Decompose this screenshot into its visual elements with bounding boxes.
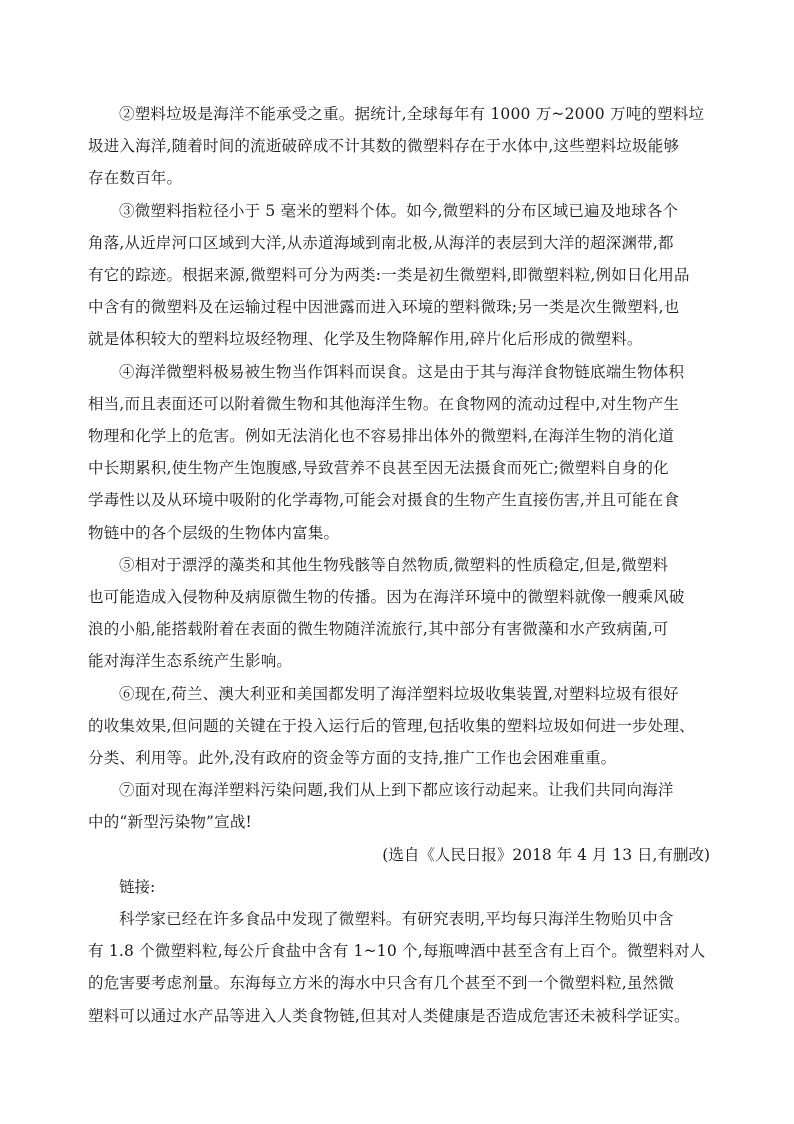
text-line: 学毒性以及从环境中吸附的化学毒物,可能会对摄食的生物产生直接伤害,并且可能在食: [88, 491, 680, 510]
text-line: 物链中的各个层级的生物体内富集。: [88, 523, 340, 542]
paragraph-3: [88, 195, 710, 356]
paragraph-2: [88, 98, 710, 195]
text-line: 圾进入海洋,随着时间的流逝破碎成不计其数的微塑料存在于水体中,这些塑料垃圾能够: [88, 137, 680, 156]
text-line: ⑤相对于漂浮的藻类和其他生物残骸等自然物质,微塑料的性质稳定,但是,微塑料: [119, 555, 669, 574]
text-line: 中含有的微塑料及在运输过程中因泄露而进入环境的塑料微珠;另一类是次生微塑料,也: [88, 298, 680, 317]
paragraph-6: [88, 678, 710, 775]
link-paragraph: [88, 903, 710, 1032]
text-line: 浪的小船,能搭载附着在表面的微生物随洋流旅行,其中部分有害微藻和水产致病菌,可: [88, 620, 669, 639]
text-line: ②塑料垃圾是海洋不能承受之重。据统计,全球每年有 1000 万~2000 万吨的塑料垃: [119, 105, 705, 123]
article-body: [88, 98, 710, 1032]
text-line: 有 1.8 个微塑料粒,每公斤食盐中含有 1~10 个,每瓶啤酒中甚至含有上百个。微塑料对人: [88, 942, 706, 961]
source-citation: (选自《人民日报》2018 年 4 月 13 日,有删改): [382, 845, 710, 864]
text-line: 分类、利用等。此外,没有政府的资金等方面的支持,推广工作也会困难重重。: [88, 749, 617, 768]
text-line: ③微塑料指粒径小于 5 毫米的塑料个体。如今,微塑料的分布区域已遍及地球各个: [119, 201, 679, 220]
text-line: 的收集效果,但问题的关键在于投入运行后的管理,包括收集的塑料垃圾如何进一步处理、: [88, 716, 695, 735]
text-line: 中长期累积,使生物产生饱腹感,导致营养不良甚至因无法摄食而死亡;微塑料自身的化: [88, 459, 669, 478]
text-line: 也可能造成入侵物种及病原微生物的传播。因为在海洋环境中的微塑料就像一艘乘风破: [88, 588, 685, 607]
text-line: 相当,而且表面还可以附着微生物和其他海洋生物。在食物网的流动过程中,对生物产生: [88, 394, 680, 413]
paragraph-4: [88, 356, 710, 549]
text-line: 有它的踪迹。根据来源,微塑料可分为两类:一类是初生微塑料,即微塑料粒,例如日化用品: [88, 266, 690, 285]
text-line: 就是体积较大的塑料垃圾经物理、化学及生物降解作用,碎片化后形成的微塑料。: [88, 330, 643, 349]
text-line: 角落,从近岸河口区域到大洋,从赤道海域到南北极,从海洋的表层到大洋的超深渊带,都: [88, 233, 674, 252]
text-line: ⑥现在,荷兰、澳大利亚和美国都发明了海洋塑料垃圾收集装置,对塑料垃圾有很好: [119, 684, 679, 703]
text-line: 能对海洋生态系统产生影响。: [88, 652, 293, 671]
paragraph-7: [88, 774, 710, 838]
text-line: ④海洋微塑料极易被生物当作饵料而误食。这是由于其与海洋食物链底端生物体积: [119, 362, 685, 381]
text-line: ⑦面对现在海洋塑料污染问题,我们从上到下都应该行动起来。让我们共同向海洋: [119, 781, 674, 800]
paragraph-5: [88, 549, 710, 678]
text-line: 存在数百年。: [88, 169, 183, 188]
link-label: 链接:: [119, 877, 156, 896]
text-line: 科学家已经在许多食品中发现了微塑料。有研究表明,平均每只海洋生物贻贝中含: [119, 910, 674, 929]
text-line: 的危害要考虑剂量。东海每立方米的海水中只含有几个甚至不到一个微塑料粒,虽然微: [88, 974, 675, 993]
text-line: 中的“新型污染物”宣战!: [88, 813, 252, 832]
text-line: 塑料可以通过水产品等进入人类食物链,但其对人类健康是否造成危害还未被科学证实。: [88, 1006, 690, 1025]
text-line: 物理和化学上的危害。例如无法消化也不容易排出体外的微塑料,在海洋生物的消化道: [88, 427, 675, 446]
